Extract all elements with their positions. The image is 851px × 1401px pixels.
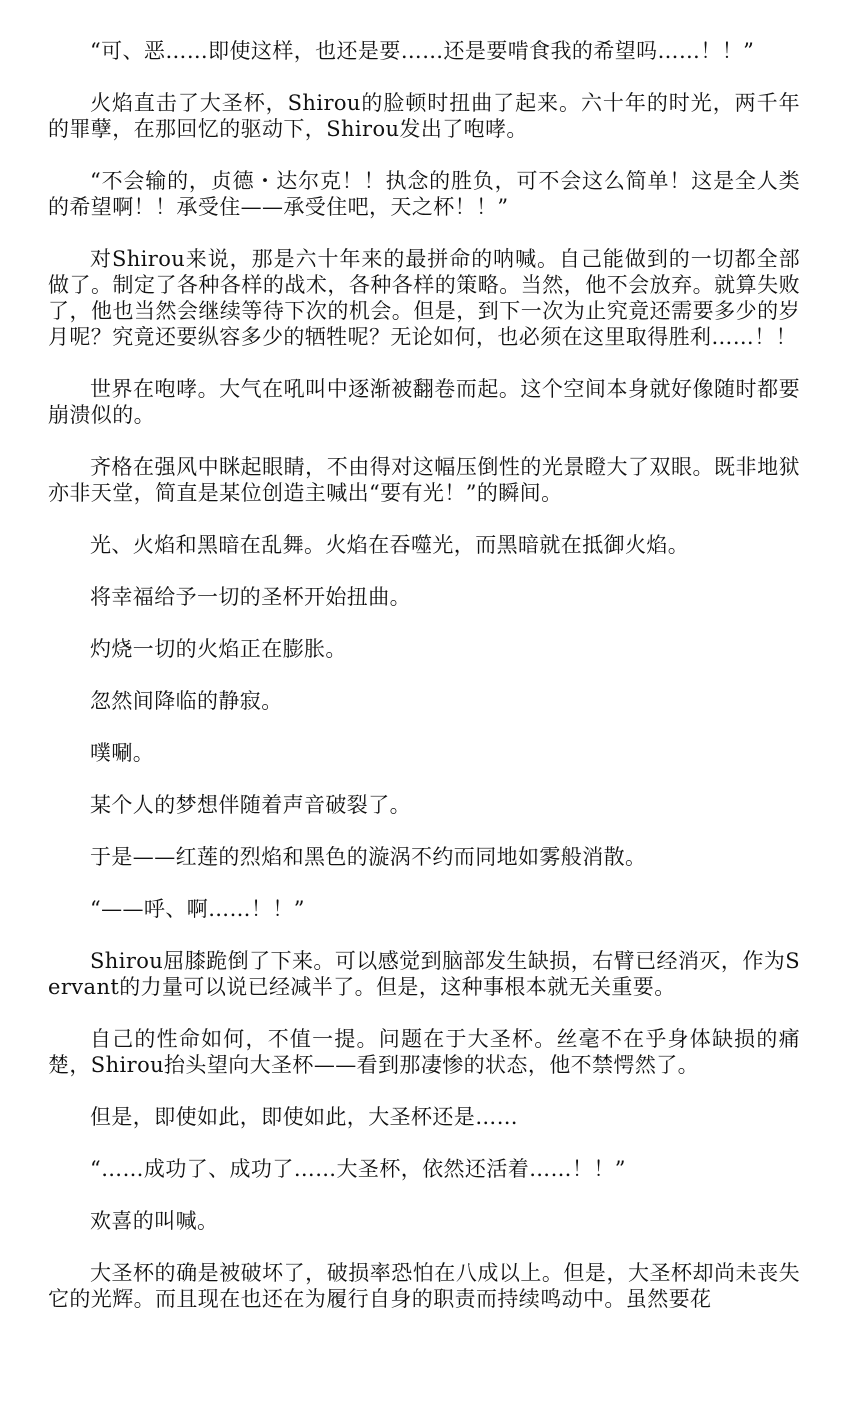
paragraph-2: 火焰直击了大圣杯，Shirou的脸顿时扭曲了起来。六十年的时光，两千年的罪孽，在那回忆的驱动下，Shirou发出了咆哮。	[48, 91, 800, 141]
paragraph-1: “可、恶……即使这样，也还是要……还是要啃食我的希望吗……！！”	[90, 39, 755, 63]
paragraph-18: “……成功了、成功了……大圣杯，依然还活着……！！”	[90, 1157, 626, 1181]
paragraph-9: 灼烧一切的火焰正在膨胀。	[90, 637, 347, 661]
paragraph-7: 光、火焰和黑暗在乱舞。火焰在吞噬光，而黑暗就在抵御火焰。	[90, 533, 690, 557]
paragraph-15: Shirou屈膝跪倒了下来。可以感觉到脑部发生缺损，右臂已经消灭，作为Servant的力量可以说已经减半了。但是，这种事根本就无关重要。	[48, 949, 800, 999]
paragraph-17: 但是，即使如此，即使如此，大圣杯还是……	[90, 1105, 518, 1129]
paragraph-6: 齐格在强风中眯起眼睛，不由得对这幅压倒性的光景瞪大了双眼。既非地狱亦非天堂，简直是某位创造主喊出“要有光！”的瞬间。	[48, 455, 800, 505]
paragraph-20: 大圣杯的确是被破坏了，破损率恐怕在八成以上。但是，大圣杯却尚未丧失它的光辉。而且现在也还在为履行自身的职责而持续鸣动中。虽然要花	[48, 1261, 800, 1311]
paragraph-12: 某个人的梦想伴随着声音破裂了。	[90, 793, 411, 817]
paragraph-3: “不会输的，贞德・达尔克！！执念的胜负，可不会这么简单！这是全人类的希望啊！！承受住——承受住吧，天之杯！！”	[48, 169, 800, 219]
paragraph-19: 欢喜的叫喊。	[90, 1209, 219, 1233]
paragraph-13: 于是——红莲的烈焰和黑色的漩涡不约而同地如雾般消散。	[90, 845, 647, 869]
paragraph-8: 将幸福给予一切的圣杯开始扭曲。	[90, 585, 411, 609]
paragraph-11: 噗唰。	[90, 741, 155, 765]
paragraph-16: 自己的性命如何，不值一提。问题在于大圣杯。丝毫不在乎身体缺损的痛楚，Shirou抬头望向大圣杯——看到那凄惨的状态，他不禁愕然了。	[48, 1027, 800, 1077]
paragraph-14: “——呼、啊……！！”	[90, 897, 305, 921]
paragraph-10: 忽然间降临的静寂。	[90, 689, 283, 713]
paragraph-4: 对Shirou来说，那是六十年来的最拼命的呐喊。自己能做到的一切都全部做了。制定了各种各样的战术，各种各样的策略。当然，他不会放弃。就算失败了，他也当然会继续等待下次的机会。但是，到下一次为止究竟还需要多少的岁月呢？究竟还要纵容多少的牺牲呢？无论如何，也必须在这里取得胜利……！！	[48, 247, 800, 349]
paragraph-5: 世界在咆哮。大气在吼叫中逐渐被翻卷而起。这个空间本身就好像随时都要崩溃似的。	[48, 377, 800, 427]
document-page	[48, 38, 800, 1312]
